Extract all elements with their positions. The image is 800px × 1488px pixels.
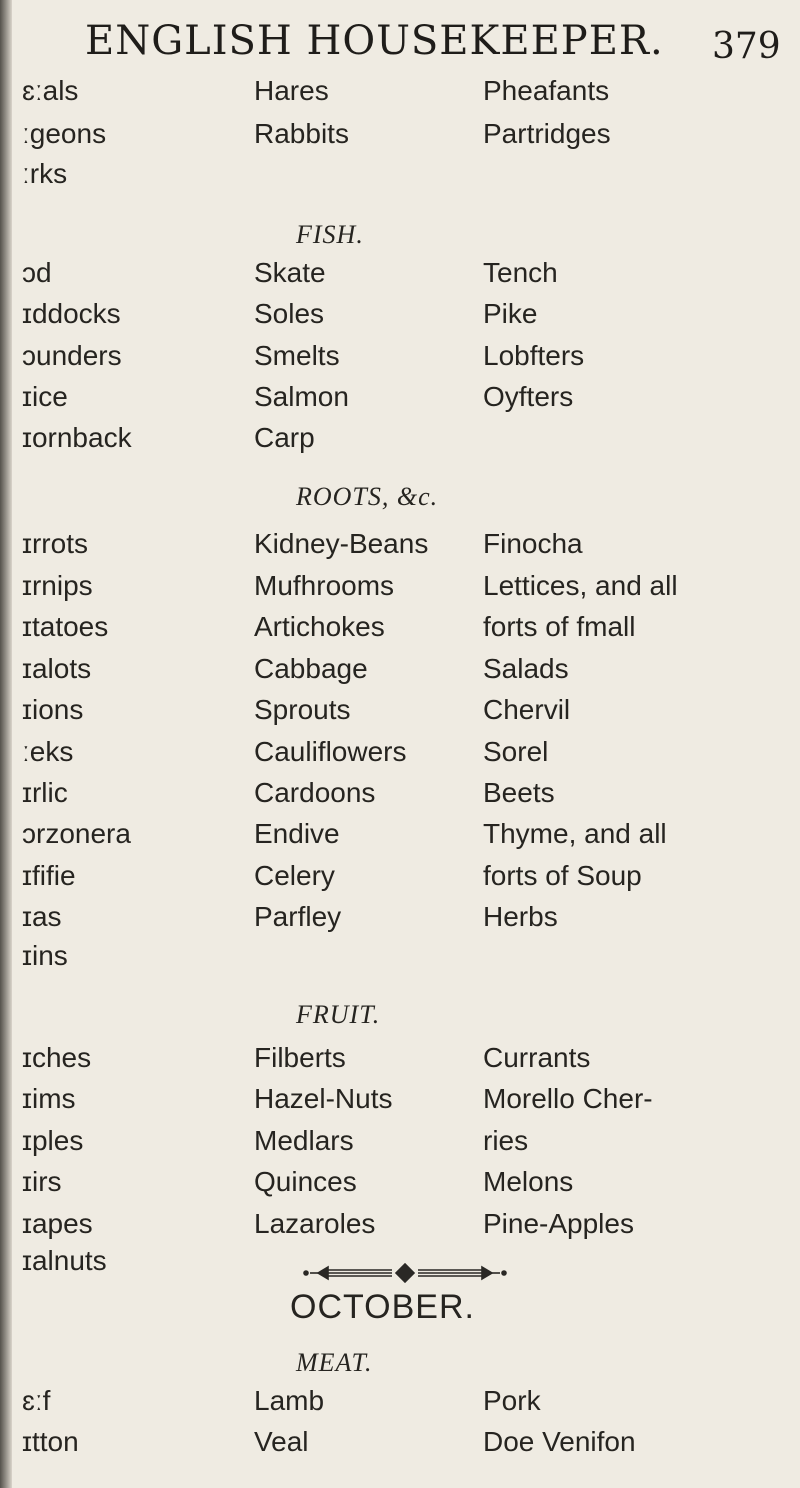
list-row (0, 158, 800, 204)
list-item: Salads (483, 653, 569, 684)
list-item: ɪches (22, 1042, 92, 1073)
list-item: ɪrlic (22, 777, 68, 808)
list-item: Sorel (483, 736, 549, 767)
list-item: Thyme, and all (483, 818, 667, 849)
list-item: Pine-Apples (483, 1208, 634, 1239)
page-number: 379 (712, 26, 781, 67)
list-item: ɪfifie (22, 860, 76, 891)
list-item: Salmon (254, 381, 349, 412)
list-row (0, 1385, 800, 1431)
list-item: Pork (483, 1385, 541, 1416)
list-row (0, 611, 800, 657)
list-item: Lamb (254, 1385, 325, 1416)
list-item: ɔd (22, 257, 52, 288)
list-item: forts of Soup (483, 860, 642, 891)
list-row (0, 1042, 800, 1088)
list-row (0, 860, 800, 906)
list-item: Sprouts (254, 694, 351, 725)
list-item: Finocha (483, 528, 583, 559)
decorative-rule-ornament (300, 1263, 510, 1283)
list-item: Hazel-Nuts (254, 1083, 393, 1114)
list-row (0, 381, 800, 427)
list-row (0, 298, 800, 344)
list-item: ɪas (22, 901, 62, 932)
list-item: ɪornback (22, 422, 132, 453)
list-item: Artichokes (254, 611, 385, 642)
list-item: ɪples (22, 1125, 84, 1156)
list-row (0, 570, 800, 616)
list-item: Herbs (483, 901, 558, 932)
list-item: Lazaroles (254, 1208, 376, 1239)
list-item: ɔrzonera (22, 818, 131, 849)
list-item: ɪtton (22, 1426, 79, 1457)
list-item: Endive (254, 818, 340, 849)
list-item: Partridges (483, 118, 611, 149)
list-item: Tench (483, 257, 558, 288)
list-item: Skate (254, 257, 326, 288)
list-item: Medlars (254, 1125, 354, 1156)
list-item: Smelts (254, 340, 340, 371)
list-item: Hares (254, 75, 329, 106)
list-item: ɪims (22, 1083, 76, 1114)
list-row (0, 653, 800, 699)
list-row (0, 257, 800, 303)
list-item: Parfley (254, 901, 342, 932)
list-item: ːeks (22, 736, 74, 767)
list-item: ːrks (22, 158, 68, 189)
list-row (0, 422, 800, 468)
list-item: ɛːals (22, 75, 79, 106)
running-title: ENGLISH HOUSEKEEPER. (85, 18, 664, 64)
list-item: Carp (254, 422, 315, 453)
list-item: Currants (483, 1042, 591, 1073)
list-item: ɪapes (22, 1208, 93, 1239)
list-item: ɪins (22, 940, 68, 971)
list-item: Rabbits (254, 118, 349, 149)
list-item: forts of fmall (483, 611, 636, 642)
list-item: ries (483, 1125, 529, 1156)
list-row (0, 736, 800, 782)
list-row (0, 818, 800, 864)
roots-heading: ROOTS, &c. (296, 482, 439, 511)
list-item: Pheafants (483, 75, 610, 106)
list-item: ɪirs (22, 1166, 62, 1197)
list-row (0, 694, 800, 740)
meat-heading: MEAT. (296, 1348, 373, 1377)
page-header (0, 18, 800, 78)
list-row (0, 1083, 800, 1129)
list-row (0, 340, 800, 386)
list-item: Morello Cher- (483, 1083, 653, 1114)
list-item: Pike (483, 298, 538, 329)
list-item: ɛːf (22, 1385, 51, 1416)
list-item: Filberts (254, 1042, 346, 1073)
fish-heading: FISH. (296, 220, 364, 249)
list-item: ɪalnuts (22, 1245, 107, 1276)
list-row (0, 1426, 800, 1472)
list-row (0, 75, 800, 121)
list-row (0, 528, 800, 574)
list-item: ɪrrots (22, 528, 88, 559)
list-item: ɪice (22, 381, 68, 412)
list-row (0, 1166, 800, 1212)
month-title: OCTOBER. (290, 1288, 475, 1326)
list-item: ɪtatoes (22, 611, 109, 642)
list-item: Oyfters (483, 381, 574, 412)
list-item: Lobfters (483, 340, 585, 371)
list-item: Doe Venifon (483, 1426, 636, 1457)
list-item: Soles (254, 298, 325, 329)
list-item: Veal (254, 1426, 309, 1457)
list-item: ɪalots (22, 653, 92, 684)
list-item: Kidney-Beans (254, 528, 429, 559)
list-item: Cardoons (254, 777, 376, 808)
list-item: Lettices, and all (483, 570, 678, 601)
list-row (0, 777, 800, 823)
list-item: ɔunders (22, 340, 122, 371)
list-item: ɪions (22, 694, 84, 725)
list-row (0, 1125, 800, 1171)
list-item: Beets (483, 777, 555, 808)
list-item: Melons (483, 1166, 574, 1197)
list-row (0, 940, 800, 986)
list-item: Cabbage (254, 653, 368, 684)
list-item: Mufhrooms (254, 570, 395, 601)
fruit-heading: FRUIT. (296, 1000, 381, 1029)
list-item: Quinces (254, 1166, 357, 1197)
list-item: Cauliflowers (254, 736, 407, 767)
list-item: ɪddocks (22, 298, 121, 329)
list-item: ɪrnips (22, 570, 93, 601)
list-item: Chervil (483, 694, 571, 725)
list-item: Celery (254, 860, 335, 891)
list-item: ːgeons (22, 118, 107, 149)
